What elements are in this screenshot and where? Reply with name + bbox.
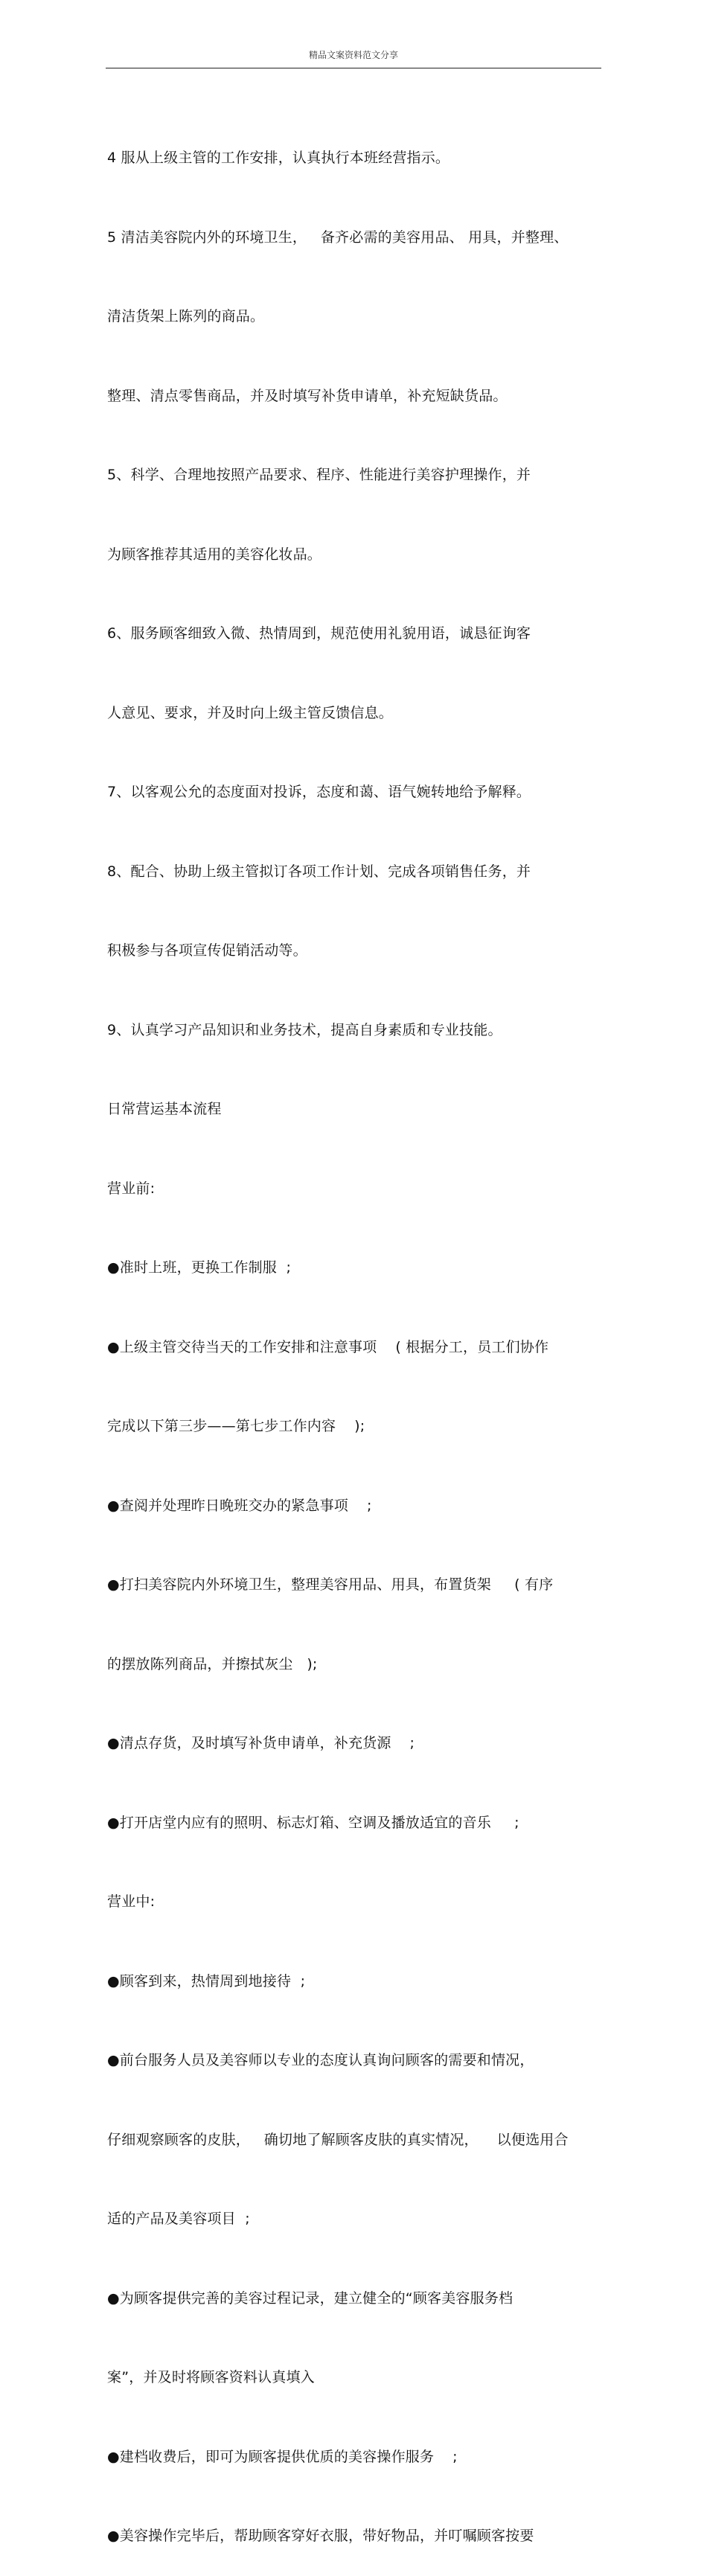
bullet-item: ●准时上班，更换工作制服 ;	[107, 1259, 292, 1276]
text-line: 的摆放陈列商品，并擦拭灰尘 );	[107, 1655, 318, 1672]
bullet-item: ●清点存货，及时填写补货申请单，补充货源 ;	[107, 1735, 415, 1751]
subsection-heading: 营业前:	[107, 1180, 156, 1197]
section-heading: 日常营运基本流程	[107, 1101, 222, 1117]
subsection-heading: 营业中:	[107, 1893, 156, 1910]
text-line: 8、配合、协助上级主管拟订各项工作计划、完成各项销售任务，并	[107, 863, 531, 880]
text-line: 7、以客观公允的态度面对投诉，态度和蔼、语气婉转地给予解释。	[107, 784, 531, 800]
text-line: 完成以下第三步——第七步工作内容 );	[107, 1418, 365, 1434]
text-line: 4 服从上级主管的工作安排，认真执行本班经营指示。	[107, 150, 450, 166]
document-body	[107, 92, 603, 2576]
text-line: 9、认真学习产品知识和业务技术，提高自身素质和专业技能。	[107, 1021, 502, 1038]
bullet-item: ●前台服务人员及美容师以专业的态度认真询问顾客的需要和情况，	[107, 2052, 534, 2068]
text-line: 人意见、要求，并及时向上级主管反馈信息。	[107, 704, 394, 721]
page-header: 精品文案资料范文分享	[308, 50, 398, 60]
bullet-item: ●上级主管交待当天的工作安排和注意事项 ( 根据分工，员工们协作	[107, 1338, 549, 1355]
bullet-item: ●打扫美容院内外环境卫生，整理美容用品、用具，布置货架 ( 有序	[107, 1576, 554, 1593]
text-line: 5、科学、合理地按照产品要求、程序、性能进行美容护理操作，并	[107, 467, 531, 483]
text-line: 整理、清点零售商品，并及时填写补货申请单，补充短缺货品。	[107, 387, 508, 404]
text-line: 5 清洁美容院内外的环境卫生， 备齐必需的美容用品、 用具，并整理、	[107, 228, 569, 246]
text-line: 案”，并及时将顾客资料认真填入	[107, 2369, 315, 2385]
bullet-item: ●查阅并处理昨日晚班交办的紧急事项 ;	[107, 1497, 372, 1514]
bullet-item: ●美容操作完毕后，帮助顾客穿好衣服，带好物品，并叮嘱顾客按要	[107, 2528, 534, 2544]
bullet-item: ●顾客到来，热情周到地接待 ;	[107, 1972, 306, 1989]
bullet-item: ●打开店堂内应有的照明、标志灯箱、空调及播放适宜的音乐 ;	[107, 1814, 519, 1831]
bullet-item: ●建档收费后，即可为顾客提供优质的美容操作服务 ;	[107, 2448, 458, 2465]
text-line: 积极参与各项宣传促销活动等。	[107, 942, 307, 959]
bullet-item: ●为顾客提供完善的美容过程记录，建立健全的“顾客美容服务档	[107, 2289, 514, 2307]
text-line: 清洁货架上陈列的商品。	[107, 308, 265, 325]
text-line: 适的产品及美容项目 ;	[107, 2211, 250, 2227]
text-line: 为顾客推荐其适用的美容化妆品。	[107, 546, 322, 563]
text-line: 仔细观察顾客的皮肤， 确切地了解顾客皮肤的真实情况， 以便选用合	[107, 2131, 569, 2148]
text-line: 6、服务顾客细致入微、热情周到，规范使用礼貌用语，诚恳征询客	[107, 625, 531, 642]
